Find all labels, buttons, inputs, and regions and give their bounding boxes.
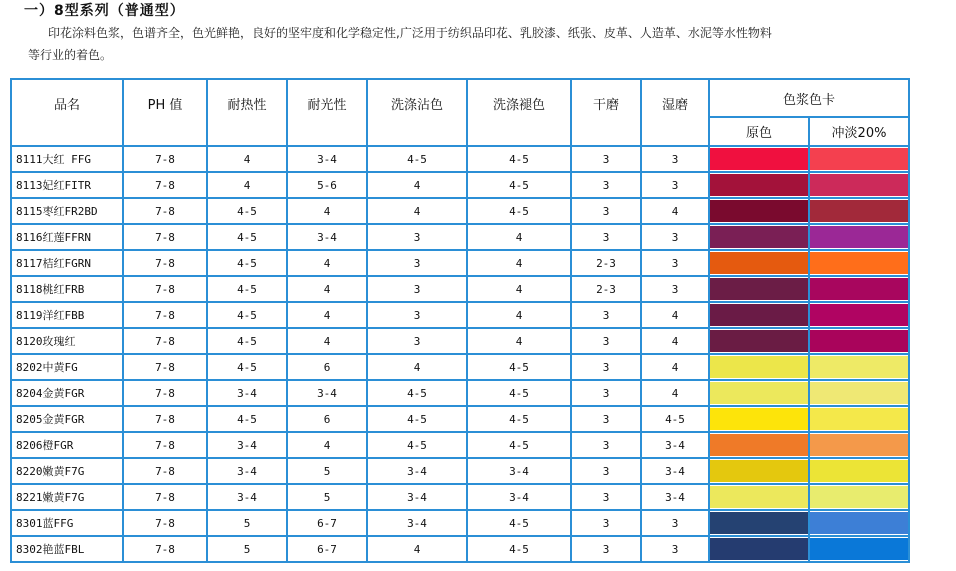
intro-text: [28, 22, 908, 66]
cell-light: 3-4: [287, 224, 367, 250]
color-swatch-original: [710, 512, 808, 534]
cell-dry-rub: 3: [571, 328, 641, 354]
cell-name: 8117桔红FGRN: [11, 250, 123, 276]
cell-light: 6-7: [287, 536, 367, 562]
cell-swatch-original: [709, 172, 809, 198]
cell-light: 4: [287, 432, 367, 458]
cell-dry-rub: 3: [571, 354, 641, 380]
cell-dry-rub: 3: [571, 302, 641, 328]
color-swatch-diluted: [810, 382, 908, 404]
color-swatch-diluted: [810, 200, 908, 222]
cell-dry-rub: 3: [571, 380, 641, 406]
table-row: [11, 250, 909, 276]
cell-swatch-original: [709, 458, 809, 484]
cell-ph: 7-8: [123, 432, 207, 458]
cell-wash-stain: 4-5: [367, 406, 467, 432]
cell-wash-fade: 4: [467, 328, 571, 354]
cell-heat: 4-5: [207, 406, 287, 432]
cell-name: 8205金黄FGR: [11, 406, 123, 432]
color-swatch-original: [710, 278, 808, 300]
cell-wet-rub: 3: [641, 536, 709, 562]
color-swatch-original: [710, 200, 808, 222]
cell-name: 8302艳蓝FBL: [11, 536, 123, 562]
cell-dry-rub: 3: [571, 458, 641, 484]
color-swatch-diluted: [810, 356, 908, 378]
cell-swatch-diluted: [809, 146, 909, 172]
cell-wash-stain: 3: [367, 224, 467, 250]
color-swatch-original: [710, 382, 808, 404]
cell-light: 5: [287, 484, 367, 510]
cell-wash-stain: 3: [367, 276, 467, 302]
cell-wet-rub: 3-4: [641, 458, 709, 484]
cell-wash-fade: 4-5: [467, 146, 571, 172]
cell-ph: 7-8: [123, 354, 207, 380]
color-swatch-original: [710, 356, 808, 378]
cell-ph: 7-8: [123, 510, 207, 536]
cell-dry-rub: 3: [571, 224, 641, 250]
cell-swatch-original: [709, 536, 809, 562]
cell-dry-rub: 2-3: [571, 250, 641, 276]
cell-name: 8301蓝FFG: [11, 510, 123, 536]
cell-wash-fade: 4-5: [467, 510, 571, 536]
cell-dry-rub: 3: [571, 510, 641, 536]
cell-swatch-original: [709, 302, 809, 328]
cell-wet-rub: 4: [641, 328, 709, 354]
cell-wash-fade: 3-4: [467, 484, 571, 510]
header-light: 耐光性: [287, 79, 367, 146]
color-swatch-diluted: [810, 330, 908, 352]
cell-wet-rub: 3: [641, 146, 709, 172]
cell-name: 8116红莲FFRN: [11, 224, 123, 250]
cell-wash-stain: 3: [367, 328, 467, 354]
cell-wet-rub: 3: [641, 510, 709, 536]
cell-wash-stain: 4-5: [367, 146, 467, 172]
cell-wet-rub: 3-4: [641, 432, 709, 458]
cell-wash-fade: 4: [467, 224, 571, 250]
cell-wet-rub: 3: [641, 250, 709, 276]
cell-name: 8221嫩黄F7G: [11, 484, 123, 510]
cell-dry-rub: 3: [571, 406, 641, 432]
cell-heat: 3-4: [207, 432, 287, 458]
color-swatch-original: [710, 226, 808, 248]
cell-heat: 4-5: [207, 198, 287, 224]
cell-swatch-diluted: [809, 328, 909, 354]
cell-wash-fade: 4-5: [467, 172, 571, 198]
cell-wash-fade: 4: [467, 276, 571, 302]
cell-light: 4: [287, 250, 367, 276]
color-swatch-diluted: [810, 278, 908, 300]
intro-line-2: 等行业的着色。: [28, 48, 113, 62]
table-row: [11, 354, 909, 380]
cell-light: 4: [287, 328, 367, 354]
table-row: [11, 172, 909, 198]
cell-swatch-original: [709, 146, 809, 172]
cell-heat: 3-4: [207, 380, 287, 406]
cell-heat: 4: [207, 146, 287, 172]
cell-swatch-diluted: [809, 536, 909, 562]
cell-wet-rub: 3: [641, 224, 709, 250]
cell-swatch-diluted: [809, 198, 909, 224]
color-swatch-diluted: [810, 252, 908, 274]
cell-name: 8120玫瑰红: [11, 328, 123, 354]
cell-wash-stain: 4: [367, 536, 467, 562]
table-row: [11, 198, 909, 224]
header-ph: PH 值: [123, 79, 207, 146]
cell-name: 8111大红 FFG: [11, 146, 123, 172]
cell-dry-rub: 3: [571, 432, 641, 458]
cell-wash-stain: 4: [367, 354, 467, 380]
cell-dry-rub: 3: [571, 484, 641, 510]
cell-dry-rub: 2-3: [571, 276, 641, 302]
header-original: 原色: [709, 117, 809, 146]
cell-light: 5: [287, 458, 367, 484]
cell-ph: 7-8: [123, 198, 207, 224]
cell-wash-stain: 3-4: [367, 484, 467, 510]
color-swatch-diluted: [810, 512, 908, 534]
cell-wet-rub: 3: [641, 172, 709, 198]
cell-dry-rub: 3: [571, 146, 641, 172]
cell-swatch-original: [709, 276, 809, 302]
section-heading: 一）8型系列（普通型）: [24, 3, 185, 19]
header-wash-fade: 洗涤褪色: [467, 79, 571, 146]
cell-swatch-original: [709, 354, 809, 380]
cell-swatch-diluted: [809, 302, 909, 328]
cell-wash-stain: 3: [367, 250, 467, 276]
cell-light: 3-4: [287, 146, 367, 172]
cell-ph: 7-8: [123, 328, 207, 354]
cell-wet-rub: 4-5: [641, 406, 709, 432]
table-row: [11, 276, 909, 302]
cell-dry-rub: 3: [571, 172, 641, 198]
cell-name: 8206橙FGR: [11, 432, 123, 458]
cell-light: 6: [287, 354, 367, 380]
cell-swatch-original: [709, 406, 809, 432]
cell-ph: 7-8: [123, 146, 207, 172]
color-swatch-diluted: [810, 486, 908, 508]
color-swatch-original: [710, 434, 808, 456]
cell-swatch-original: [709, 380, 809, 406]
cell-wet-rub: 3: [641, 276, 709, 302]
cell-ph: 7-8: [123, 406, 207, 432]
cell-heat: 4-5: [207, 354, 287, 380]
color-swatch-original: [710, 538, 808, 560]
product-spec-table: [10, 78, 910, 563]
header-heat: 耐热性: [207, 79, 287, 146]
cell-wash-stain: 4: [367, 198, 467, 224]
cell-wash-stain: 4-5: [367, 432, 467, 458]
cell-heat: 5: [207, 510, 287, 536]
cell-heat: 4: [207, 172, 287, 198]
cell-swatch-diluted: [809, 250, 909, 276]
cell-swatch-original: [709, 198, 809, 224]
header-dry-rub: 干磨: [571, 79, 641, 146]
cell-name: 8220嫩黄F7G: [11, 458, 123, 484]
cell-ph: 7-8: [123, 536, 207, 562]
cell-swatch-diluted: [809, 458, 909, 484]
header-name: 品名: [11, 79, 123, 146]
cell-swatch-original: [709, 328, 809, 354]
cell-swatch-diluted: [809, 380, 909, 406]
color-swatch-original: [710, 148, 808, 170]
color-swatch-diluted: [810, 434, 908, 456]
cell-name: 8118桃红FRB: [11, 276, 123, 302]
cell-light: 5-6: [287, 172, 367, 198]
cell-heat: 3-4: [207, 484, 287, 510]
color-swatch-original: [710, 174, 808, 196]
cell-light: 3-4: [287, 380, 367, 406]
color-swatch-diluted: [810, 460, 908, 482]
table-row: [11, 484, 909, 510]
header-wash-stain: 洗涤沾色: [367, 79, 467, 146]
cell-wash-fade: 4: [467, 250, 571, 276]
cell-wash-stain: 4-5: [367, 380, 467, 406]
table-row: [11, 458, 909, 484]
table-row: [11, 432, 909, 458]
table-row: [11, 380, 909, 406]
cell-dry-rub: 3: [571, 536, 641, 562]
cell-wash-fade: 4-5: [467, 432, 571, 458]
cell-name: 8115枣红FR2BD: [11, 198, 123, 224]
intro-line-1: 印花涂料色浆，色谱齐全，色光鲜艳，良好的坚牢度和化学稳定性,广泛用于纺织品印花、乳胶漆、纸张、皮革、人造革、水泥等水性物料: [48, 26, 772, 40]
cell-light: 6-7: [287, 510, 367, 536]
cell-heat: 5: [207, 536, 287, 562]
color-swatch-original: [710, 252, 808, 274]
color-swatch-diluted: [810, 174, 908, 196]
color-swatch-diluted: [810, 538, 908, 560]
cell-ph: 7-8: [123, 484, 207, 510]
cell-swatch-original: [709, 224, 809, 250]
cell-ph: 7-8: [123, 380, 207, 406]
cell-wet-rub: 3-4: [641, 484, 709, 510]
cell-ph: 7-8: [123, 250, 207, 276]
cell-heat: 4-5: [207, 276, 287, 302]
cell-ph: 7-8: [123, 458, 207, 484]
cell-swatch-diluted: [809, 510, 909, 536]
cell-wet-rub: 4: [641, 302, 709, 328]
cell-wash-stain: 3-4: [367, 458, 467, 484]
cell-wet-rub: 4: [641, 198, 709, 224]
cell-swatch-original: [709, 484, 809, 510]
table-row: [11, 406, 909, 432]
color-swatch-original: [710, 460, 808, 482]
cell-ph: 7-8: [123, 302, 207, 328]
cell-wash-stain: 3-4: [367, 510, 467, 536]
cell-wet-rub: 4: [641, 380, 709, 406]
cell-wash-fade: 4-5: [467, 198, 571, 224]
cell-dry-rub: 3: [571, 198, 641, 224]
color-swatch-original: [710, 330, 808, 352]
cell-swatch-diluted: [809, 224, 909, 250]
color-swatch-diluted: [810, 226, 908, 248]
cell-swatch-diluted: [809, 432, 909, 458]
cell-swatch-diluted: [809, 484, 909, 510]
cell-ph: 7-8: [123, 276, 207, 302]
cell-wet-rub: 4: [641, 354, 709, 380]
cell-swatch-diluted: [809, 406, 909, 432]
cell-swatch-original: [709, 250, 809, 276]
cell-swatch-diluted: [809, 354, 909, 380]
color-swatch-original: [710, 486, 808, 508]
cell-wash-stain: 4: [367, 172, 467, 198]
cell-heat: 4-5: [207, 328, 287, 354]
cell-name: 8119洋红FBB: [11, 302, 123, 328]
cell-wash-fade: 4-5: [467, 380, 571, 406]
table-row: [11, 536, 909, 562]
cell-heat: 4-5: [207, 250, 287, 276]
cell-heat: 4-5: [207, 302, 287, 328]
cell-wash-fade: 4: [467, 302, 571, 328]
cell-name: 8113妃红FITR: [11, 172, 123, 198]
cell-light: 4: [287, 198, 367, 224]
cell-swatch-diluted: [809, 172, 909, 198]
cell-ph: 7-8: [123, 172, 207, 198]
header-color-card: 色浆色卡: [709, 79, 909, 117]
cell-swatch-original: [709, 510, 809, 536]
cell-heat: 3-4: [207, 458, 287, 484]
color-swatch-diluted: [810, 304, 908, 326]
table-row: [11, 224, 909, 250]
color-swatch-original: [710, 408, 808, 430]
color-swatch-diluted: [810, 408, 908, 430]
cell-wash-fade: 4-5: [467, 406, 571, 432]
cell-ph: 7-8: [123, 224, 207, 250]
table-row: [11, 302, 909, 328]
cell-swatch-diluted: [809, 276, 909, 302]
cell-heat: 4-5: [207, 224, 287, 250]
cell-light: 4: [287, 276, 367, 302]
table-row: [11, 510, 909, 536]
cell-wash-stain: 3: [367, 302, 467, 328]
cell-wash-fade: 4-5: [467, 536, 571, 562]
header-diluted: 冲淡20%: [809, 117, 909, 146]
cell-name: 8204金黄FGR: [11, 380, 123, 406]
color-swatch-original: [710, 304, 808, 326]
cell-name: 8202中黄FG: [11, 354, 123, 380]
cell-swatch-original: [709, 432, 809, 458]
table-row: [11, 328, 909, 354]
cell-light: 4: [287, 302, 367, 328]
color-swatch-diluted: [810, 148, 908, 170]
header-wet-rub: 湿磨: [641, 79, 709, 146]
cell-wash-fade: 4-5: [467, 354, 571, 380]
cell-wash-fade: 3-4: [467, 458, 571, 484]
cell-light: 6: [287, 406, 367, 432]
table-row: [11, 146, 909, 172]
